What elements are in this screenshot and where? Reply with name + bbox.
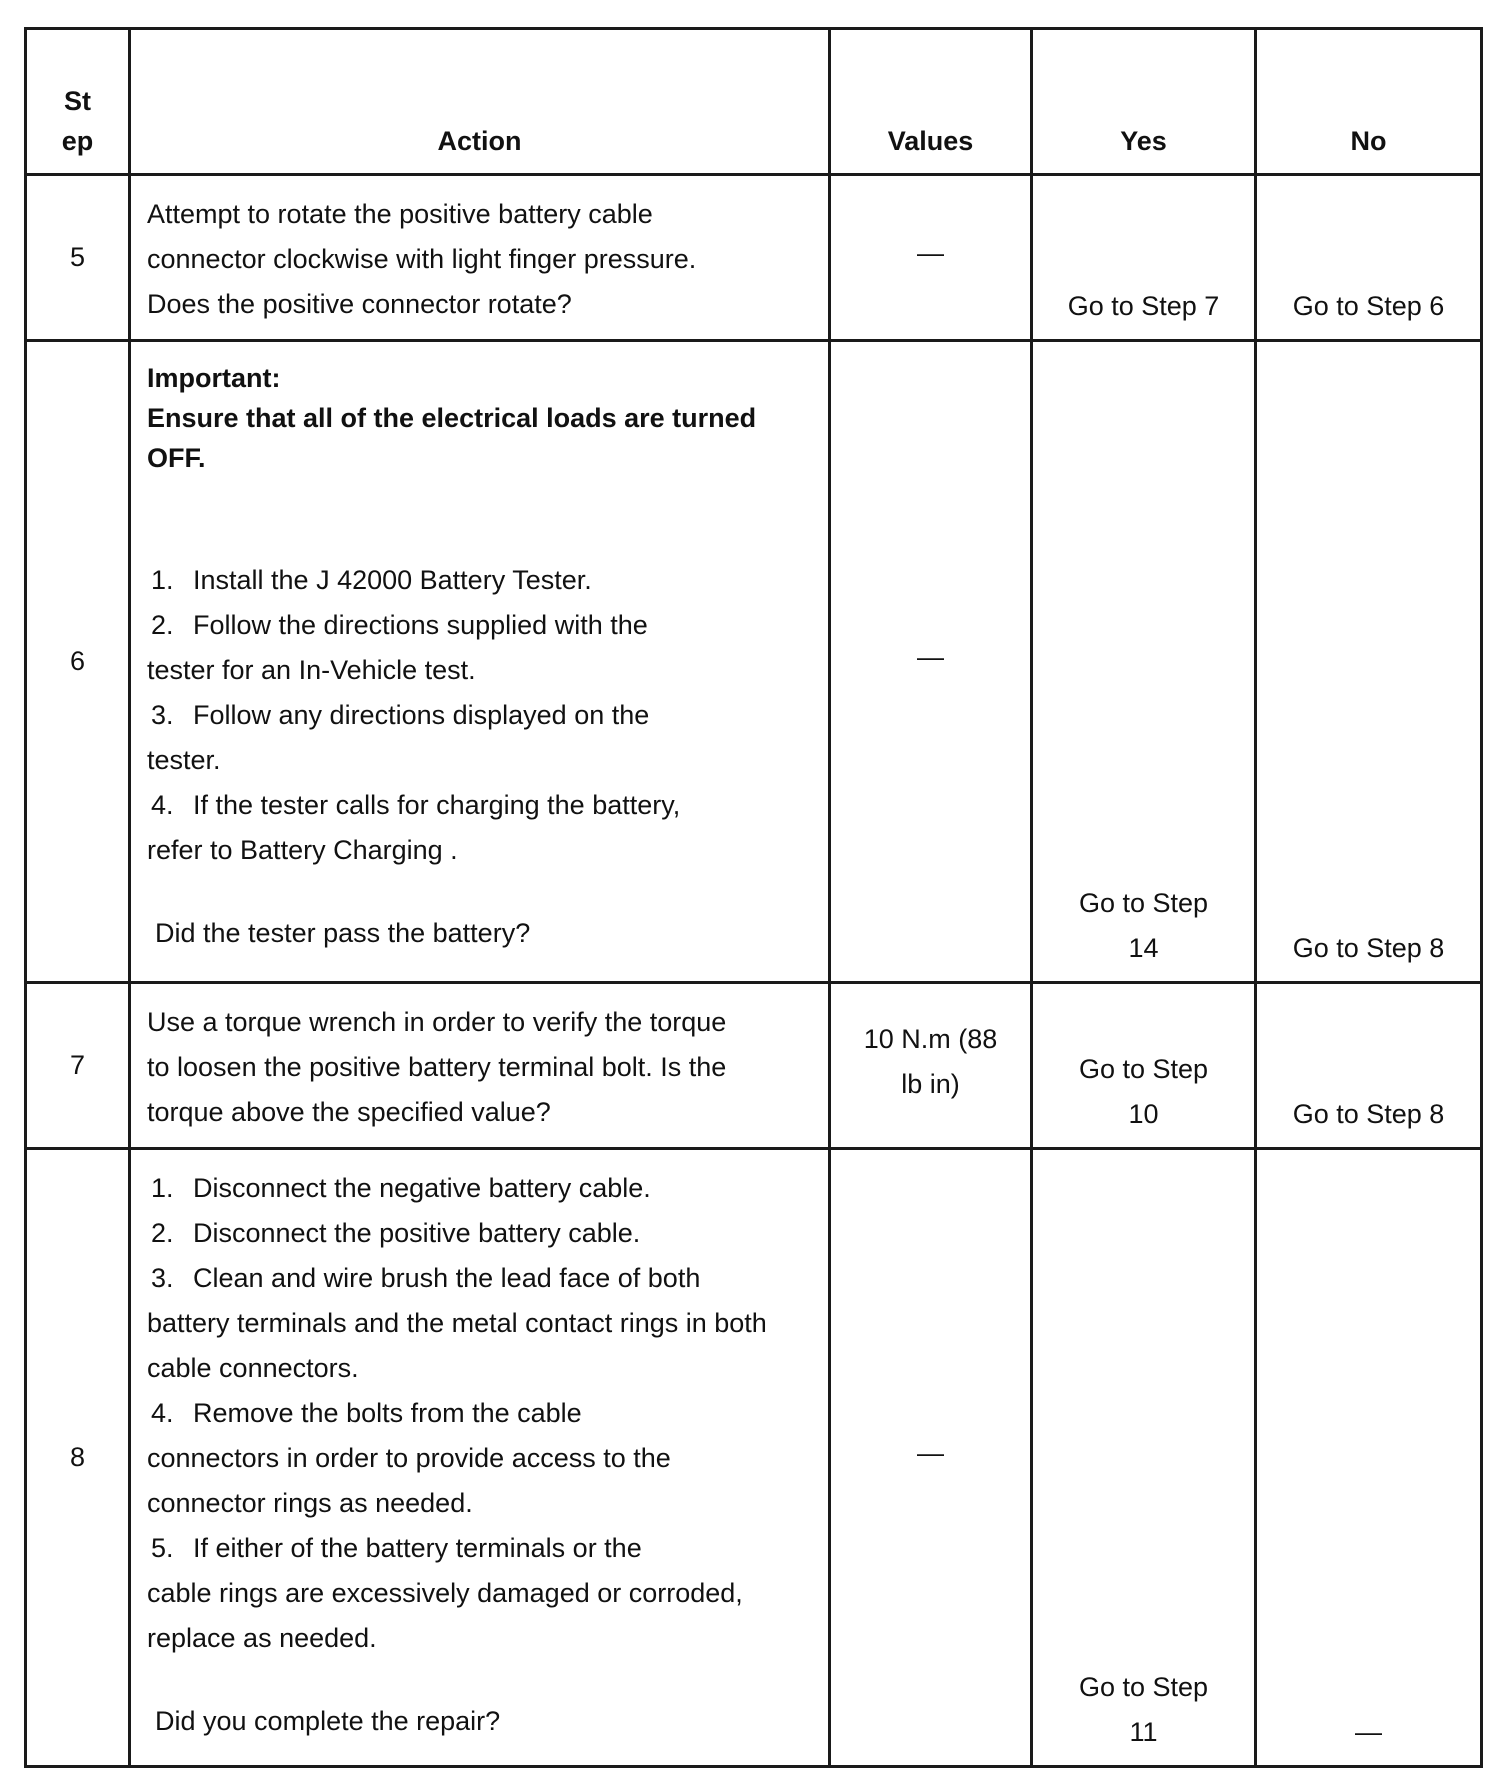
question-text: Did the tester pass the battery? bbox=[155, 918, 531, 948]
list-item: 4. Remove the bolts from the cable bbox=[151, 1398, 582, 1428]
no-cell: — bbox=[1256, 1149, 1482, 1767]
action-line: Use a torque wrench in order to verify the torque bbox=[147, 1007, 727, 1037]
step-number: 7 bbox=[26, 983, 130, 1149]
header-action: Action bbox=[130, 29, 830, 175]
action-line: connector clockwise with light finger pressure. bbox=[147, 244, 697, 274]
list-item: 2. Disconnect the positive battery cable. bbox=[151, 1218, 641, 1248]
list-item: 3. Follow any directions displayed on the bbox=[151, 700, 650, 730]
yes-line2: 11 bbox=[1129, 1717, 1158, 1747]
action-cell bbox=[130, 175, 830, 341]
yes-line1: Go to Step bbox=[1078, 888, 1209, 918]
action-cell bbox=[130, 341, 830, 983]
list-item: 5. If either of the battery terminals or the bbox=[151, 1533, 642, 1563]
action-cell bbox=[130, 983, 830, 1149]
action-line: torque above the specified value? bbox=[147, 1097, 551, 1127]
values-cell bbox=[830, 983, 1032, 1149]
values-cell: — bbox=[830, 341, 1032, 983]
step-number: 8 bbox=[26, 1149, 130, 1767]
table-row-step-5 bbox=[26, 175, 1482, 341]
yes-line1: Go to Step bbox=[1078, 1054, 1209, 1084]
yes-line2: 14 bbox=[1128, 933, 1159, 963]
list-item: 4. If the tester calls for charging the battery, bbox=[151, 790, 681, 820]
list-item: 3. Clean and wire brush the lead face of both bbox=[151, 1263, 701, 1293]
step-number: 6 bbox=[26, 341, 130, 983]
table-row-step-6 bbox=[26, 341, 1482, 983]
step-number: 5 bbox=[26, 175, 130, 341]
header-no: No bbox=[1256, 29, 1482, 175]
yes-cell: Go to Step 7 bbox=[1032, 175, 1256, 341]
header-values: Values bbox=[830, 29, 1032, 175]
no-cell: Go to Step 8 bbox=[1256, 341, 1482, 983]
yes-line1: Go to Step bbox=[1078, 1672, 1209, 1702]
list-item: 2. Follow the directions supplied with the bbox=[151, 610, 648, 640]
yes-line2: 10 bbox=[1128, 1099, 1159, 1129]
header-step bbox=[26, 29, 130, 175]
diagnostic-table bbox=[24, 27, 1483, 1768]
diagnostic-table-container bbox=[24, 27, 1483, 1768]
yes-cell bbox=[1032, 1149, 1256, 1767]
list-item-continuation: tester for an In-Vehicle test. bbox=[147, 655, 476, 685]
question-text: Did you complete the repair? bbox=[155, 1706, 501, 1736]
values-line2: lb in) bbox=[901, 1068, 960, 1099]
list-item-continuation: refer to Battery Charging . bbox=[147, 835, 458, 865]
action-line: Does the positive connector rotate? bbox=[147, 289, 572, 319]
header-yes: Yes bbox=[1032, 29, 1256, 175]
table-row-step-7 bbox=[26, 983, 1482, 1149]
no-cell: Go to Step 8 bbox=[1256, 983, 1482, 1149]
action-line: Attempt to rotate the positive battery cable bbox=[147, 199, 653, 229]
list-item: 1. Disconnect the negative battery cable. bbox=[151, 1173, 651, 1203]
no-cell: Go to Step 6 bbox=[1256, 175, 1482, 341]
values-cell: — bbox=[830, 1149, 1032, 1767]
yes-cell bbox=[1032, 341, 1256, 983]
action-cell bbox=[130, 1149, 830, 1767]
header-step-line2: ep bbox=[61, 126, 94, 156]
table-row-step-8 bbox=[26, 1149, 1482, 1767]
list-item-continuation: battery terminals and the metal contact rings in both cable connectors. bbox=[147, 1308, 767, 1383]
list-item: 1. Install the J 42000 Battery Tester. bbox=[151, 565, 592, 595]
action-line: to loosen the positive battery terminal bolt. Is the bbox=[147, 1052, 727, 1082]
list-item-continuation: cable rings are excessively damaged or corroded, replace as needed. bbox=[147, 1578, 743, 1653]
important-text: Ensure that all of the electrical loads are turned OFF. bbox=[147, 403, 757, 473]
values-line1: 10 N.m (88 bbox=[863, 1023, 998, 1054]
important-label: Important: bbox=[147, 363, 281, 393]
list-item-continuation: tester. bbox=[147, 745, 221, 775]
values-cell: — bbox=[830, 175, 1032, 341]
list-item-continuation: connectors in order to provide access to the connector rings as needed. bbox=[147, 1443, 671, 1518]
yes-cell bbox=[1032, 983, 1256, 1149]
header-step-line1: St bbox=[64, 86, 91, 116]
header-row bbox=[26, 29, 1482, 175]
